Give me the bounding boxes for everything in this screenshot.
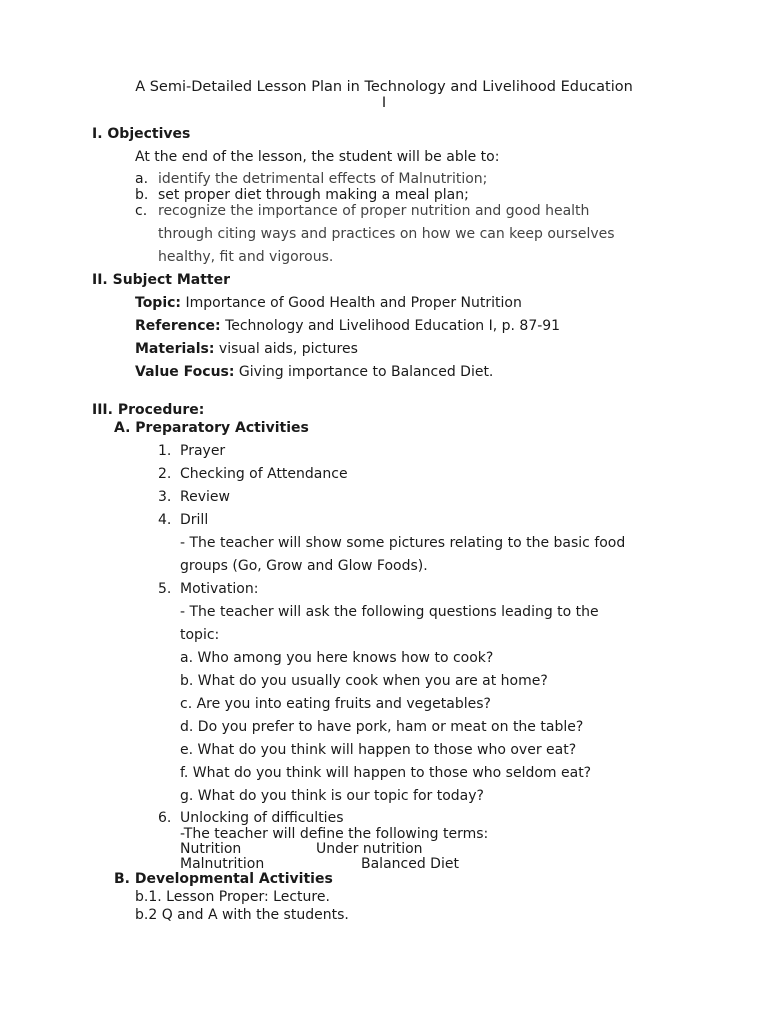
developmental-heading: B. Developmental Activities (114, 871, 333, 887)
reference-value: Technology and Livelihood Education I, p. 87-91 (225, 318, 561, 334)
reference-label: Reference: (135, 318, 221, 334)
materials-row (135, 340, 358, 358)
topic-label: Topic: (135, 295, 182, 311)
document-title: A Semi-Detailed Lesson Plan in Technology and Livelihood Education (135, 79, 633, 95)
objective-text: set proper diet through making a meal plan; (158, 187, 469, 203)
list-item: Unlocking of difficulties (180, 810, 344, 826)
procedure-heading: III. Procedure: (92, 402, 205, 418)
objective-text-continued: through citing ways and practices on how we can keep ourselves (158, 226, 615, 242)
motivation-question: d. Do you prefer to have pork, ham or meat on the table? (180, 719, 584, 735)
materials-value: visual aids, pictures (218, 341, 358, 357)
objectives-intro: At the end of the lesson, the student will be able to: (135, 149, 500, 165)
developmental-item: b.2 Q and A with the students. (135, 907, 349, 923)
reference-row (135, 317, 560, 335)
topic-value: Importance of Good Health and Proper Nutrition (185, 295, 522, 311)
unlocking-description: -The teacher will define the following terms: (180, 826, 489, 842)
drill-description: - The teacher will show some pictures relating to the basic food (180, 535, 626, 551)
drill-description: groups (Go, Grow and Glow Foods). (180, 558, 428, 574)
subject-matter-heading: II. Subject Matter (92, 272, 231, 288)
list-number: 3. (158, 489, 172, 505)
value-focus-value: Giving importance to Balanced Diet. (238, 364, 494, 380)
topic-row (135, 294, 522, 312)
objective-marker: a. (135, 171, 149, 187)
motivation-question: c. Are you into eating fruits and vegetables? (180, 696, 491, 712)
list-item: Motivation: (180, 581, 259, 597)
objective-marker: c. (135, 203, 148, 219)
developmental-item: b.1. Lesson Proper: Lecture. (135, 889, 330, 905)
preparatory-heading: A. Preparatory Activities (114, 420, 309, 436)
list-number: 5. (158, 581, 172, 597)
list-item: Review (180, 489, 230, 505)
list-number: 6. (158, 810, 172, 826)
objective-text: identify the detrimental effects of Malnutrition; (158, 171, 488, 187)
term-nutrition: Nutrition (180, 841, 242, 857)
list-number: 1. (158, 443, 172, 459)
list-item: Prayer (180, 443, 226, 459)
objective-text-continued: healthy, fit and vigorous. (158, 249, 334, 265)
objective-marker: b. (135, 187, 149, 203)
motivation-question: g. What do you think is our topic for today? (180, 788, 484, 804)
term-malnutrition: Malnutrition (180, 856, 265, 872)
document-title-line2: I (381, 95, 387, 111)
motivation-question: b. What do you usually cook when you are at home? (180, 673, 548, 689)
motivation-question: e. What do you think will happen to those who over eat? (180, 742, 577, 758)
motivation-question: a. Who among you here knows how to cook? (180, 650, 494, 666)
list-item: Checking of Attendance (180, 466, 348, 482)
objective-text: recognize the importance of proper nutrition and good health (158, 203, 590, 219)
motivation-question: f. What do you think will happen to those who seldom eat? (180, 765, 592, 781)
list-item: Drill (180, 512, 209, 528)
materials-label: Materials: (135, 341, 215, 357)
objectives-heading: I. Objectives (92, 126, 191, 142)
motivation-description: - The teacher will ask the following questions leading to the (180, 604, 599, 620)
list-number: 4. (158, 512, 172, 528)
term-under-nutrition: Under nutrition (316, 841, 423, 857)
list-number: 2. (158, 466, 172, 482)
value-focus-label: Value Focus: (135, 364, 235, 380)
value-focus-row (135, 363, 493, 381)
term-balanced-diet: Balanced Diet (361, 856, 459, 872)
motivation-description: topic: (180, 627, 220, 643)
